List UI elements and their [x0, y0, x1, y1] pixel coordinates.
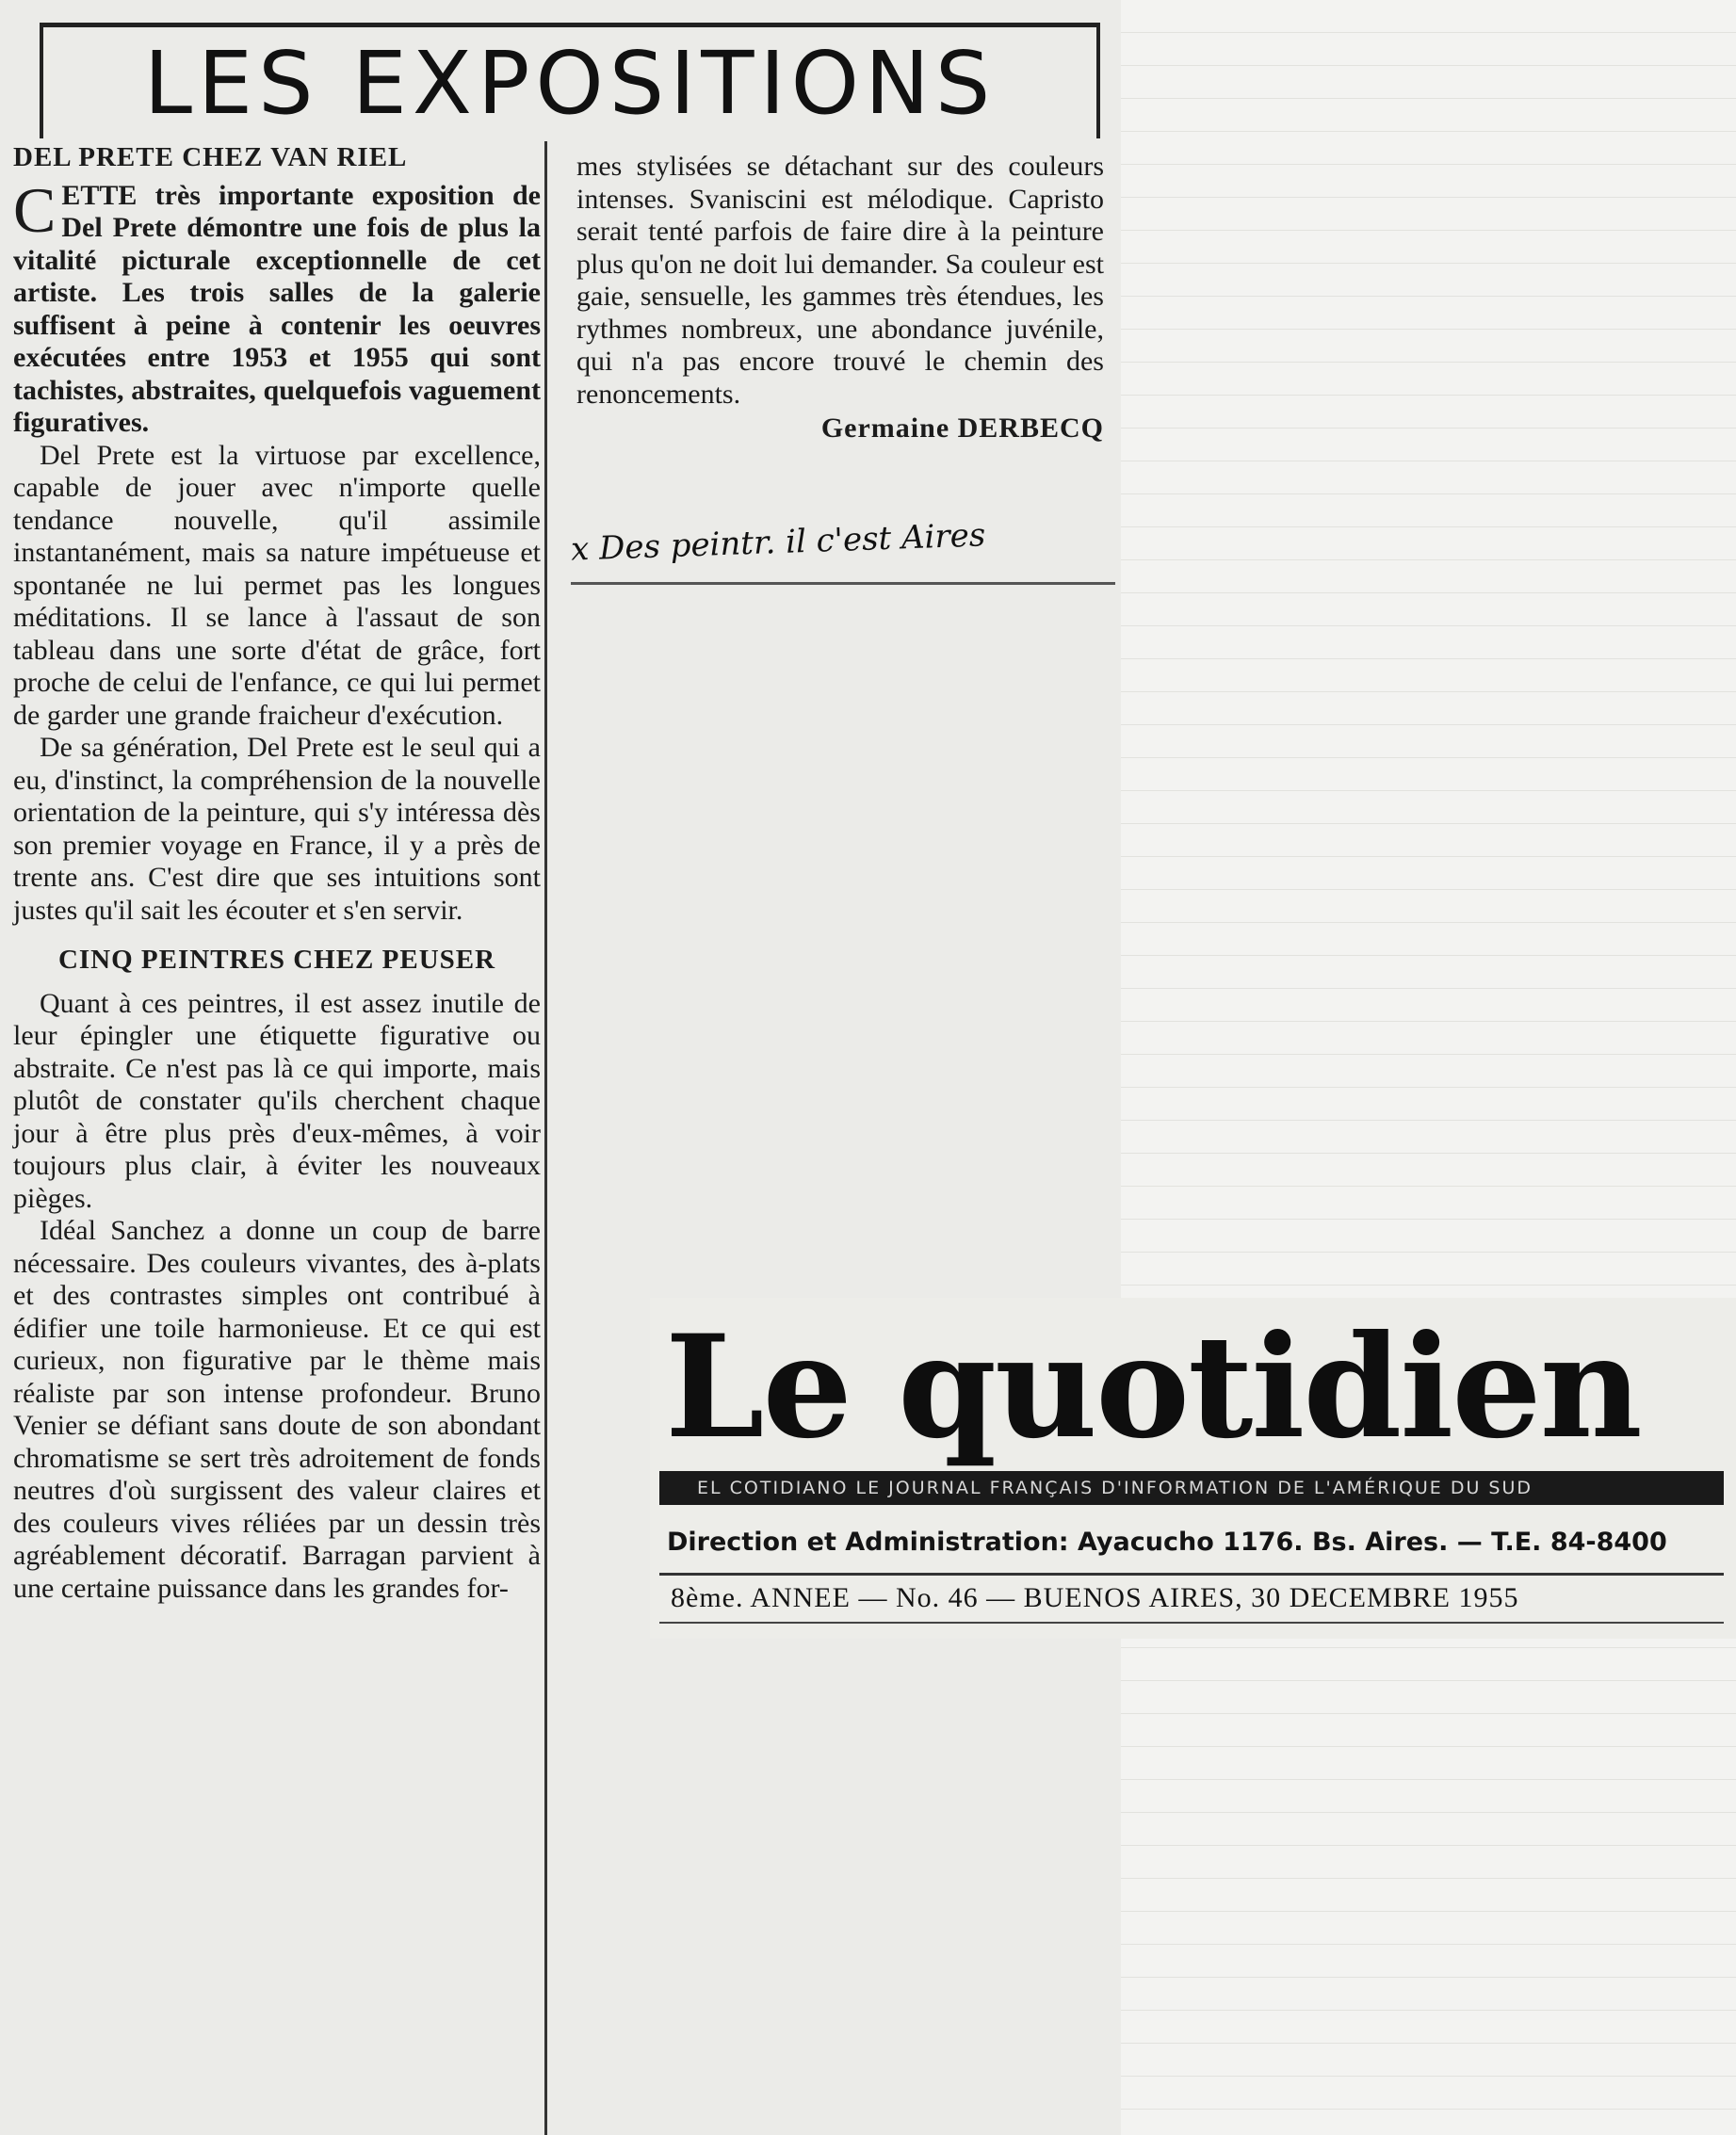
section1-subhead: DEL PRETE CHEZ VAN RIEL	[13, 142, 408, 172]
dateline-rule-top	[659, 1573, 1724, 1576]
masthead-band: EL COTIDIANO LE JOURNAL FRANÇAIS D'INFORMATION DE L'AMÉRIQUE DU SUD	[659, 1471, 1724, 1505]
author-signature: Germaine DERBECQ	[820, 412, 1104, 444]
right-column	[576, 151, 1104, 445]
left-column	[13, 141, 541, 1605]
section2-paragraph-2: Idéal Sanchez a donne un coup de barre nécessaire. Des couleurs vivantes, des à-plats et des contrastes simples ont contribué à édifier une toile harmonieuse. Et ce qui est curieux, non figurative par le thème mais réaliste par son intense profondeur. Bruno Venier se défiant sans doute de son abondant chromatisme se sert très adroitement de fonds neutres d'où surgissent des valeur claires et des couleurs vives réliées par un dessin très agréablement décoratif. Barragan parvient à une certaine puissance dans les grandes for-	[13, 1215, 541, 1604]
page-title: LES EXPOSITIONS	[143, 32, 997, 134]
column-divider	[544, 141, 547, 2135]
section1-lead-paragraph	[13, 173, 541, 440]
right-paragraph-1: mes stylisées se détachant sur des couleurs intenses. Svaniscini est mélodique. Capristo serait tenté parfois de faire dire à la peinture plus qu'on ne doit lui demander. Sa couleur est gaie, sensuelle, les gammes très étendues, les rythmes nombreux, une abondance juvénile, qui n'a pas encore trouvé le chemin des renoncements.	[576, 151, 1104, 410]
handwritten-note: x Des peintr. il c'est Aires	[570, 516, 986, 569]
section1-lead-text: ETTE très importante exposition de Del Prete démontre une fois de plus la vitalité picturale exceptionnelle de cet artiste. Les trois salles de la galerie suffisent à peine à contenir les oeuvres exécutées entre 1953 et 1955 qui sont tachistes, abstraites, quelquefois vaguement figuratives.	[13, 179, 541, 438]
dateline-rule-bottom	[659, 1622, 1724, 1624]
clipping-edge	[571, 582, 1115, 585]
dropcap: C	[13, 173, 57, 246]
newspaper-title: Le quotidien	[665, 1304, 1641, 1470]
section1-paragraph-1: Del Prete est la virtuose par excellence, capable de jouer avec n'importe quelle tendance nouvelle, qu'il assimile instantanément, mais sa nature impétueuse et spontanée ne lui permet pas les longues méditations. Il se lance à l'assaut de son tableau dans une sorte d'état de grâce, fort proche de celui de l'enfance, ce qui lui permet de garder une grande fraicheur d'exécution.	[13, 439, 541, 731]
section1-paragraph-2: De sa génération, Del Prete est le seul qui a eu, d'instinct, la compréhension de la nouvelle orientation de la peinture, qui s'y intéressa dès son premier voyage en France, il y a près de trente ans. C'est dire que ses intuitions sont justes qu'il sait les écouter et s'en servir.	[13, 732, 541, 926]
section2-subhead: CINQ PEINTRES CHEZ PEUSER	[57, 945, 496, 975]
masthead-address: Direction et Administration: Ayacucho 1176. Bs. Aires. — T.E. 84-8400	[667, 1528, 1667, 1557]
exhibitions-header	[40, 23, 1100, 138]
masthead-dateline: 8ème. ANNEE — No. 46 — BUENOS AIRES, 30 DECEMBRE 1955	[671, 1582, 1519, 1613]
section2-paragraph-1: Quant à ces peintres, il est assez inutile de leur épingler une étiquette figurative ou abstraite. Ce n'est pas là ce qui importe, mais plutôt de constater qu'ils cherchent chaque jour à être plus près d'eux-mêmes, à voir toujours plus clair, à éviter les nouveaux pièges.	[13, 987, 541, 1214]
